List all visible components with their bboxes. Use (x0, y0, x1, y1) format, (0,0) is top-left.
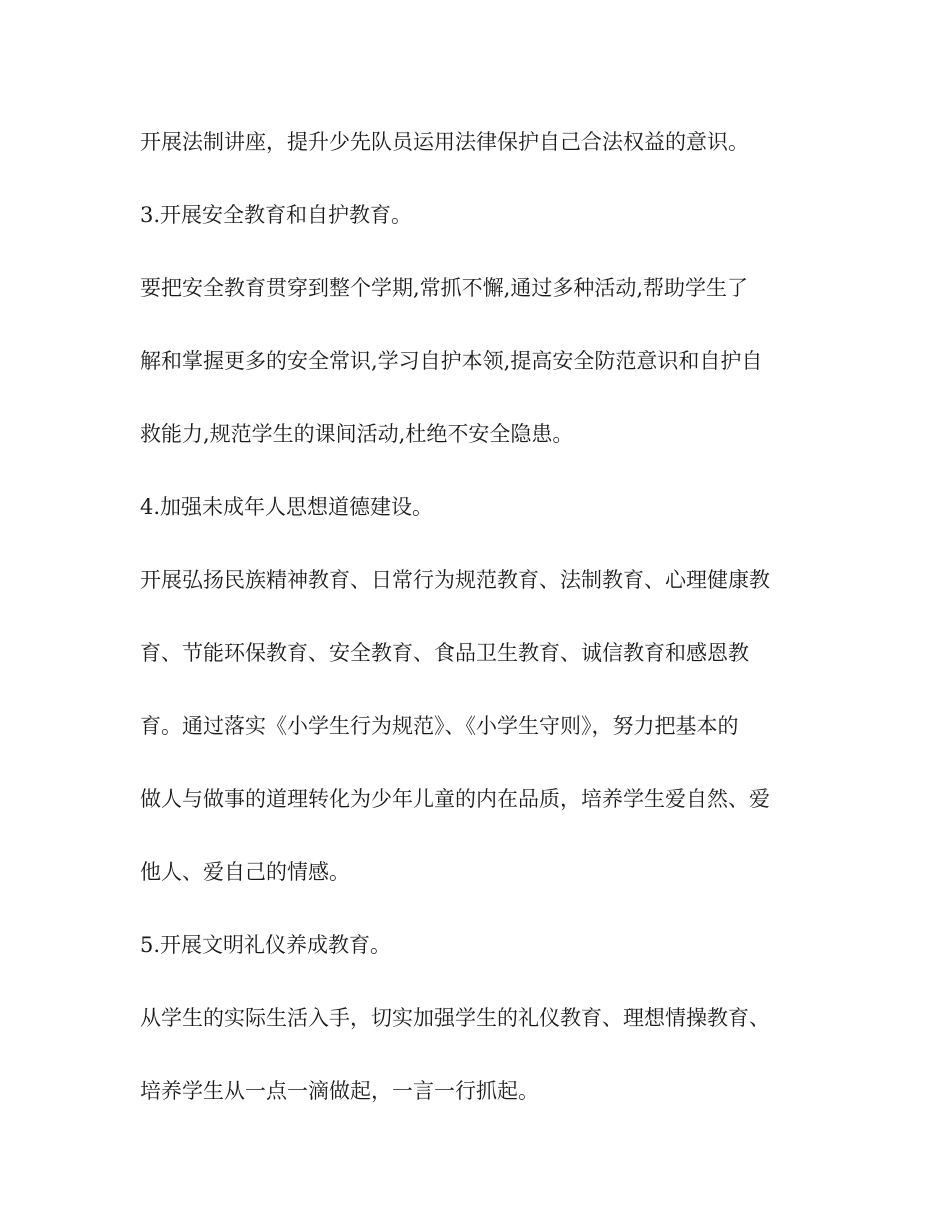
paragraph-line: 从学生的实际生活入手，切实加强学生的礼仪教育、理想情操教育、 (140, 1006, 770, 1030)
section-heading-3: 3.开展安全教育和自护教育。 (140, 203, 413, 227)
section-heading-5: 5.开展文明礼仪养成教育。 (140, 933, 392, 957)
paragraph-line: 他人、爱自己的情感。 (140, 860, 350, 884)
section-heading-4: 4.加强未成年人思想道德建设。 (140, 495, 434, 519)
paragraph-line: 育。通过落实《小学生行为规范》、《小学生守则》，努力把基本的 (140, 714, 739, 738)
paragraph-line: 开展弘扬民族精神教育、日常行为规范教育、法制教育、心理健康教 (140, 568, 770, 592)
paragraph-line: 要把安全教育贯穿到整个学期,常抓不懈,通过多种活动,帮助学生了 (140, 276, 749, 300)
paragraph-line: 育、节能环保教育、安全教育、食品卫生教育、诚信教育和感恩教 (140, 641, 749, 665)
paragraph-line: 救能力,规范学生的课间活动,杜绝不安全隐患。 (140, 422, 574, 446)
paragraph-line: 培养学生从一点一滴做起，一言一行抓起。 (140, 1079, 539, 1103)
paragraph-line: 解和掌握更多的安全常识,学习自护本领,提高安全防范意识和自护自 (140, 349, 763, 373)
paragraph-line: 做人与做事的道理转化为少年儿童的内在品质，培养学生爱自然、爱 (140, 787, 770, 811)
paragraph-line: 开展法制讲座，提升少先队员运用法律保护自己合法权益的意识。 (140, 130, 749, 154)
